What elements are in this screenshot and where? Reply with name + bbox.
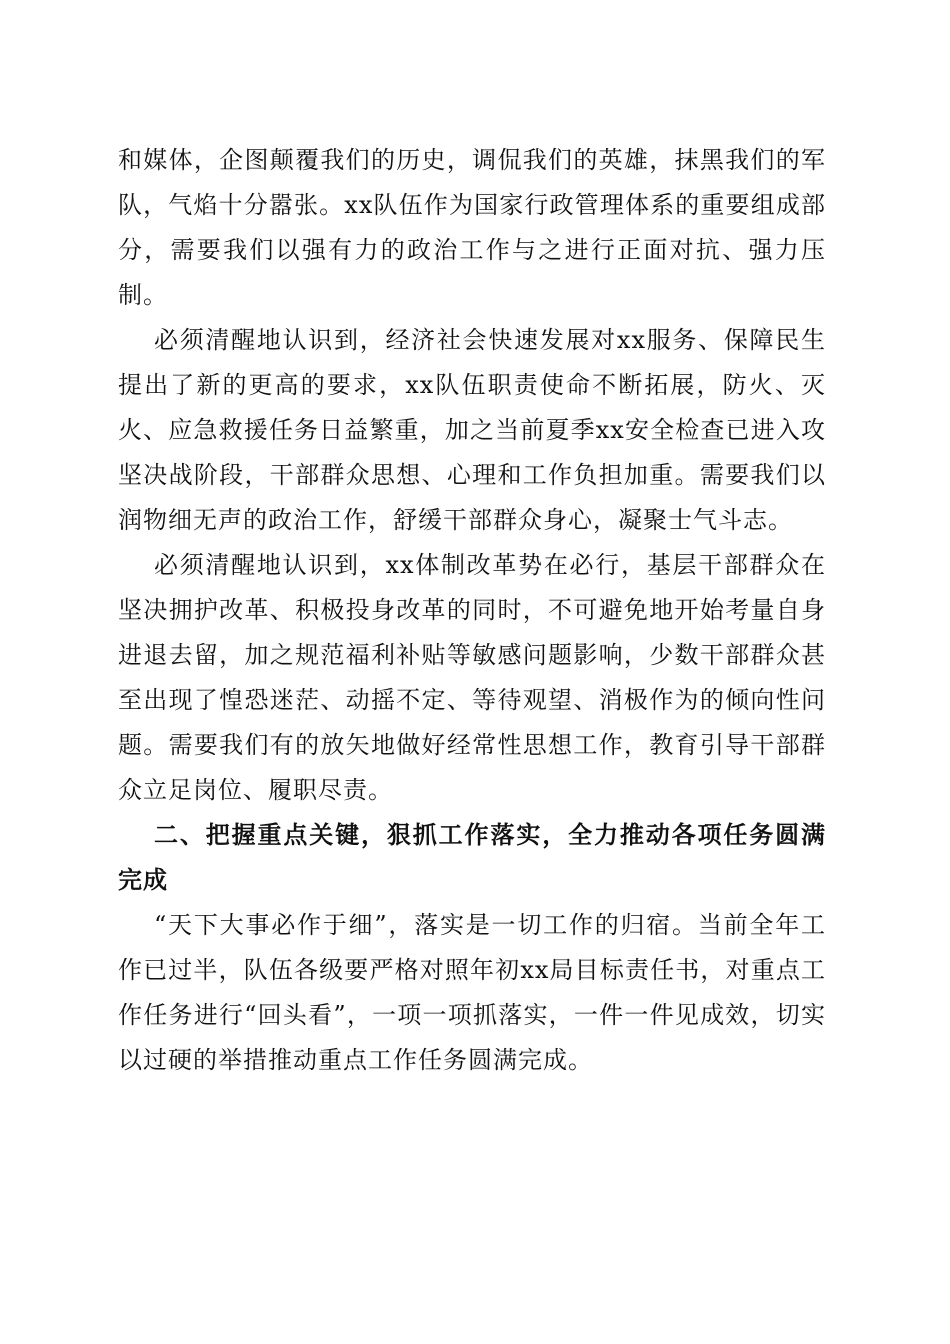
paragraph-economic-development: 必须清醒地认识到，经济社会快速发展对xx服务、保障民生提出了新的更高的要求，xx队伍职责使命不断拓展，防火、灭火、应急救援任务日益繁重，加之当前夏季xx安全检查已进入攻坚决战阶段，干部群众思想、心理和工作负担加重。需要我们以润物细无声的政治工作，舒缓干部群众身心，凝聚士气斗志。	[118, 326, 826, 534]
paragraph-system-reform: 必须清醒地认识到，xx体制改革势在必行，基层干部群众在坚决拥护改革、积极投身改革的同时，不可避免地开始考量自身进退去留，加之规范福利补贴等敏感问题影响，少数干部群众甚至出现了惶恐迷茫、动摇不定、等待观望、消极作为的倾向性问题。需要我们有的放矢地做好经常性思想工作，教育引导干部群众立足岗位、履职尽责。	[118, 551, 826, 804]
paragraph-implementation: “天下大事必作于细”，落实是一切工作的归宿。当前全年工作已过半，队伍各级要严格对照年初xx局目标责任书，对重点工作任务进行“回头看”，一项一项抓落实，一件一件见成效，切实以过硬的举措推动重点工作任务圆满完成。	[118, 911, 826, 1074]
paragraph-continued: 和媒体，企图颠覆我们的历史，调侃我们的英雄，抹黑我们的军队，气焰十分嚣张。xx队伍作为国家行政管理体系的重要组成部分，需要我们以强有力的政治工作与之进行正面对抗、强力压制。	[118, 146, 826, 309]
section-heading: 二、把握重点关键，狠抓工作落实，全力推动各项任务圆满完成	[118, 821, 826, 894]
document-body	[118, 138, 826, 1083]
